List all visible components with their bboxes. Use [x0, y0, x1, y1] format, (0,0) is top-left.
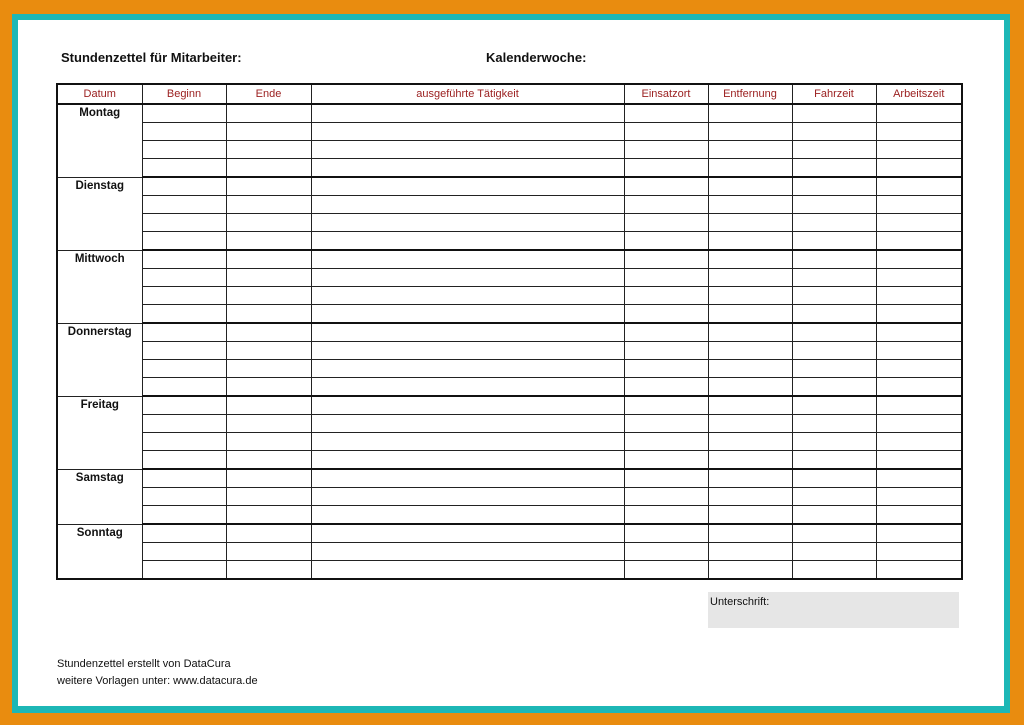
entry-cell[interactable] [142, 396, 226, 415]
entry-cell[interactable] [792, 269, 876, 287]
entry-cell[interactable] [624, 561, 708, 580]
entry-cell[interactable] [311, 433, 624, 451]
entry-cell[interactable] [876, 433, 962, 451]
entry-cell[interactable] [708, 104, 792, 123]
entry-cell[interactable] [876, 104, 962, 123]
entry-cell[interactable] [142, 561, 226, 580]
day-label: Mittwoch [57, 250, 142, 323]
entry-cell[interactable] [792, 287, 876, 305]
entry-cell[interactable] [226, 323, 311, 342]
table-row [57, 524, 962, 543]
column-header-fahrzeit: Fahrzeit [792, 84, 876, 104]
entry-cell[interactable] [792, 232, 876, 251]
entry-cell[interactable] [876, 561, 962, 580]
column-header-taetigkeit: ausgeführte Tätigkeit [311, 84, 624, 104]
table-row [57, 396, 962, 415]
entry-cell[interactable] [226, 488, 311, 506]
entry-cell[interactable] [708, 305, 792, 324]
table-row [57, 469, 962, 488]
entry-cell[interactable] [876, 305, 962, 324]
entry-cell[interactable] [226, 415, 311, 433]
table-row [57, 305, 962, 324]
entry-cell[interactable] [876, 214, 962, 232]
table-row [57, 488, 962, 506]
entry-cell[interactable] [226, 524, 311, 543]
entry-cell[interactable] [708, 342, 792, 360]
entry-cell[interactable] [142, 543, 226, 561]
entry-cell[interactable] [142, 123, 226, 141]
table-row [57, 232, 962, 251]
entry-cell[interactable] [142, 287, 226, 305]
entry-cell[interactable] [876, 196, 962, 214]
entry-cell[interactable] [876, 506, 962, 525]
entry-cell[interactable] [624, 305, 708, 324]
entry-cell[interactable] [311, 323, 624, 342]
entry-cell[interactable] [876, 360, 962, 378]
entry-cell[interactable] [311, 269, 624, 287]
table-row [57, 561, 962, 580]
entry-cell[interactable] [792, 543, 876, 561]
entry-cell[interactable] [876, 269, 962, 287]
entry-cell[interactable] [311, 232, 624, 251]
entry-cell[interactable] [226, 104, 311, 123]
entry-cell[interactable] [142, 378, 226, 397]
entry-cell[interactable] [792, 469, 876, 488]
entry-cell[interactable] [792, 488, 876, 506]
column-header-ende: Ende [226, 84, 311, 104]
entry-cell[interactable] [708, 488, 792, 506]
entry-cell[interactable] [142, 342, 226, 360]
entry-cell[interactable] [226, 269, 311, 287]
entry-cell[interactable] [708, 232, 792, 251]
entry-cell[interactable] [708, 561, 792, 580]
column-header-beginn: Beginn [142, 84, 226, 104]
entry-cell[interactable] [311, 250, 624, 269]
entry-cell[interactable] [792, 305, 876, 324]
entry-cell[interactable] [792, 214, 876, 232]
entry-cell[interactable] [226, 433, 311, 451]
entry-cell[interactable] [311, 177, 624, 196]
entry-cell[interactable] [792, 451, 876, 470]
entry-cell[interactable] [624, 378, 708, 397]
entry-cell[interactable] [876, 177, 962, 196]
column-header-entfernung: Entfernung [708, 84, 792, 104]
entry-cell[interactable] [624, 342, 708, 360]
entry-cell[interactable] [624, 177, 708, 196]
entry-cell[interactable] [708, 506, 792, 525]
entry-cell[interactable] [142, 305, 226, 324]
table-row [57, 342, 962, 360]
table-row [57, 141, 962, 159]
entry-cell[interactable] [792, 123, 876, 141]
entry-cell[interactable] [226, 232, 311, 251]
entry-cell[interactable] [142, 159, 226, 178]
table-row [57, 159, 962, 178]
entry-cell[interactable] [792, 250, 876, 269]
entry-cell[interactable] [624, 506, 708, 525]
entry-cell[interactable] [624, 123, 708, 141]
entry-cell[interactable] [624, 543, 708, 561]
entry-cell[interactable] [792, 104, 876, 123]
day-label: Donnerstag [57, 323, 142, 396]
entry-cell[interactable] [226, 305, 311, 324]
entry-cell[interactable] [876, 287, 962, 305]
entry-cell[interactable] [311, 488, 624, 506]
entry-cell[interactable] [142, 250, 226, 269]
entry-cell[interactable] [226, 123, 311, 141]
day-label: Samstag [57, 469, 142, 524]
entry-cell[interactable] [142, 433, 226, 451]
day-label: Montag [57, 104, 142, 177]
entry-cell[interactable] [708, 524, 792, 543]
table-row [57, 433, 962, 451]
entry-cell[interactable] [708, 123, 792, 141]
entry-cell[interactable] [792, 323, 876, 342]
entry-cell[interactable] [311, 378, 624, 397]
entry-cell[interactable] [226, 287, 311, 305]
table-row [57, 104, 962, 123]
footer-link[interactable]: weitere Vorlagen unter: www.datacura.de [57, 675, 258, 687]
day-label: Dienstag [57, 177, 142, 250]
entry-cell[interactable] [624, 232, 708, 251]
entry-cell[interactable] [226, 543, 311, 561]
column-header-einsatzort: Einsatzort [624, 84, 708, 104]
entry-cell[interactable] [624, 415, 708, 433]
entry-cell[interactable] [792, 415, 876, 433]
entry-cell[interactable] [792, 159, 876, 178]
entry-cell[interactable] [624, 396, 708, 415]
entry-cell[interactable] [708, 543, 792, 561]
entry-cell[interactable] [792, 378, 876, 397]
entry-cell[interactable] [311, 506, 624, 525]
entry-cell[interactable] [311, 123, 624, 141]
entry-cell[interactable] [624, 159, 708, 178]
entry-cell[interactable] [876, 415, 962, 433]
entry-cell[interactable] [311, 287, 624, 305]
timesheet-body [57, 104, 962, 579]
footer-credit: Stundenzettel erstellt von DataCura [57, 658, 231, 670]
entry-cell[interactable] [226, 250, 311, 269]
day-label: Sonntag [57, 524, 142, 579]
entry-cell[interactable] [876, 524, 962, 543]
entry-cell[interactable] [708, 159, 792, 178]
entry-cell[interactable] [142, 177, 226, 196]
entry-cell[interactable] [876, 250, 962, 269]
entry-cell[interactable] [624, 250, 708, 269]
entry-cell[interactable] [708, 269, 792, 287]
entry-cell[interactable] [624, 214, 708, 232]
table-header-row [57, 84, 962, 104]
entry-cell[interactable] [708, 141, 792, 159]
entry-cell[interactable] [311, 561, 624, 580]
table-row [57, 269, 962, 287]
entry-cell[interactable] [226, 360, 311, 378]
entry-cell[interactable] [311, 141, 624, 159]
table-row [57, 451, 962, 470]
entry-cell[interactable] [792, 177, 876, 196]
entry-cell[interactable] [311, 415, 624, 433]
entry-cell[interactable] [311, 305, 624, 324]
entry-cell[interactable] [311, 360, 624, 378]
entry-cell[interactable] [311, 524, 624, 543]
entry-cell[interactable] [708, 378, 792, 397]
employee-label: Stundenzettel für Mitarbeiter: [61, 50, 242, 65]
entry-cell[interactable] [142, 214, 226, 232]
entry-cell[interactable] [624, 524, 708, 543]
entry-cell[interactable] [624, 269, 708, 287]
signature-label: Unterschrift: [710, 596, 770, 608]
entry-cell[interactable] [311, 543, 624, 561]
entry-cell[interactable] [311, 196, 624, 214]
entry-cell[interactable] [311, 104, 624, 123]
entry-cell[interactable] [792, 360, 876, 378]
entry-cell[interactable] [142, 141, 226, 159]
entry-cell[interactable] [876, 123, 962, 141]
entry-cell[interactable] [708, 433, 792, 451]
entry-cell[interactable] [624, 451, 708, 470]
entry-cell[interactable] [142, 269, 226, 287]
entry-cell[interactable] [876, 488, 962, 506]
table-row [57, 177, 962, 196]
entry-cell[interactable] [226, 196, 311, 214]
entry-cell[interactable] [876, 451, 962, 470]
entry-cell[interactable] [226, 214, 311, 232]
entry-cell[interactable] [624, 488, 708, 506]
entry-cell[interactable] [876, 141, 962, 159]
entry-cell[interactable] [624, 141, 708, 159]
entry-cell[interactable] [708, 323, 792, 342]
entry-cell[interactable] [624, 360, 708, 378]
entry-cell[interactable] [311, 451, 624, 470]
entry-cell[interactable] [142, 104, 226, 123]
entry-cell[interactable] [624, 323, 708, 342]
entry-cell[interactable] [226, 451, 311, 470]
entry-cell[interactable] [708, 415, 792, 433]
entry-cell[interactable] [708, 250, 792, 269]
entry-cell[interactable] [226, 561, 311, 580]
entry-cell[interactable] [142, 488, 226, 506]
entry-cell[interactable] [311, 469, 624, 488]
entry-cell[interactable] [876, 323, 962, 342]
signature-field[interactable] [708, 592, 959, 628]
entry-cell[interactable] [708, 177, 792, 196]
column-header-datum: Datum [57, 84, 142, 104]
table-row [57, 214, 962, 232]
entry-cell[interactable] [792, 506, 876, 525]
table-row [57, 323, 962, 342]
table-row [57, 250, 962, 269]
entry-cell[interactable] [142, 469, 226, 488]
week-label: Kalenderwoche: [486, 50, 587, 65]
entry-cell[interactable] [624, 104, 708, 123]
entry-cell[interactable] [142, 323, 226, 342]
entry-cell[interactable] [792, 433, 876, 451]
entry-cell[interactable] [792, 396, 876, 415]
entry-cell[interactable] [226, 378, 311, 397]
entry-cell[interactable] [876, 159, 962, 178]
entry-cell[interactable] [311, 396, 624, 415]
table-row [57, 287, 962, 305]
entry-cell[interactable] [142, 196, 226, 214]
timesheet-table [56, 83, 963, 580]
entry-cell[interactable] [226, 141, 311, 159]
entry-cell[interactable] [792, 196, 876, 214]
table-row [57, 360, 962, 378]
entry-cell[interactable] [708, 469, 792, 488]
entry-cell[interactable] [624, 433, 708, 451]
entry-cell[interactable] [792, 524, 876, 543]
column-header-arbeitszeit: Arbeitszeit [876, 84, 962, 104]
entry-cell[interactable] [142, 451, 226, 470]
entry-cell[interactable] [876, 543, 962, 561]
entry-cell[interactable] [792, 561, 876, 580]
entry-cell[interactable] [708, 396, 792, 415]
entry-cell[interactable] [876, 342, 962, 360]
entry-cell[interactable] [624, 287, 708, 305]
entry-cell[interactable] [142, 415, 226, 433]
table-row [57, 378, 962, 397]
entry-cell[interactable] [624, 469, 708, 488]
entry-cell[interactable] [226, 159, 311, 178]
table-row [57, 415, 962, 433]
entry-cell[interactable] [226, 506, 311, 525]
entry-cell[interactable] [226, 342, 311, 360]
entry-cell[interactable] [876, 469, 962, 488]
entry-cell[interactable] [708, 360, 792, 378]
table-row [57, 196, 962, 214]
entry-cell[interactable] [311, 159, 624, 178]
entry-cell[interactable] [142, 506, 226, 525]
day-label: Freitag [57, 396, 142, 469]
entry-cell[interactable] [142, 524, 226, 543]
entry-cell[interactable] [142, 360, 226, 378]
entry-cell[interactable] [708, 287, 792, 305]
entry-cell[interactable] [708, 214, 792, 232]
table-row [57, 123, 962, 141]
entry-cell[interactable] [226, 396, 311, 415]
entry-cell[interactable] [792, 141, 876, 159]
entry-cell[interactable] [142, 232, 226, 251]
entry-cell[interactable] [311, 342, 624, 360]
table-row [57, 543, 962, 561]
entry-cell[interactable] [708, 451, 792, 470]
entry-cell[interactable] [624, 196, 708, 214]
entry-cell[interactable] [876, 232, 962, 251]
entry-cell[interactable] [708, 196, 792, 214]
table-row [57, 506, 962, 525]
entry-cell[interactable] [876, 378, 962, 397]
entry-cell[interactable] [226, 469, 311, 488]
entry-cell[interactable] [876, 396, 962, 415]
entry-cell[interactable] [792, 342, 876, 360]
entry-cell[interactable] [226, 177, 311, 196]
entry-cell[interactable] [311, 214, 624, 232]
